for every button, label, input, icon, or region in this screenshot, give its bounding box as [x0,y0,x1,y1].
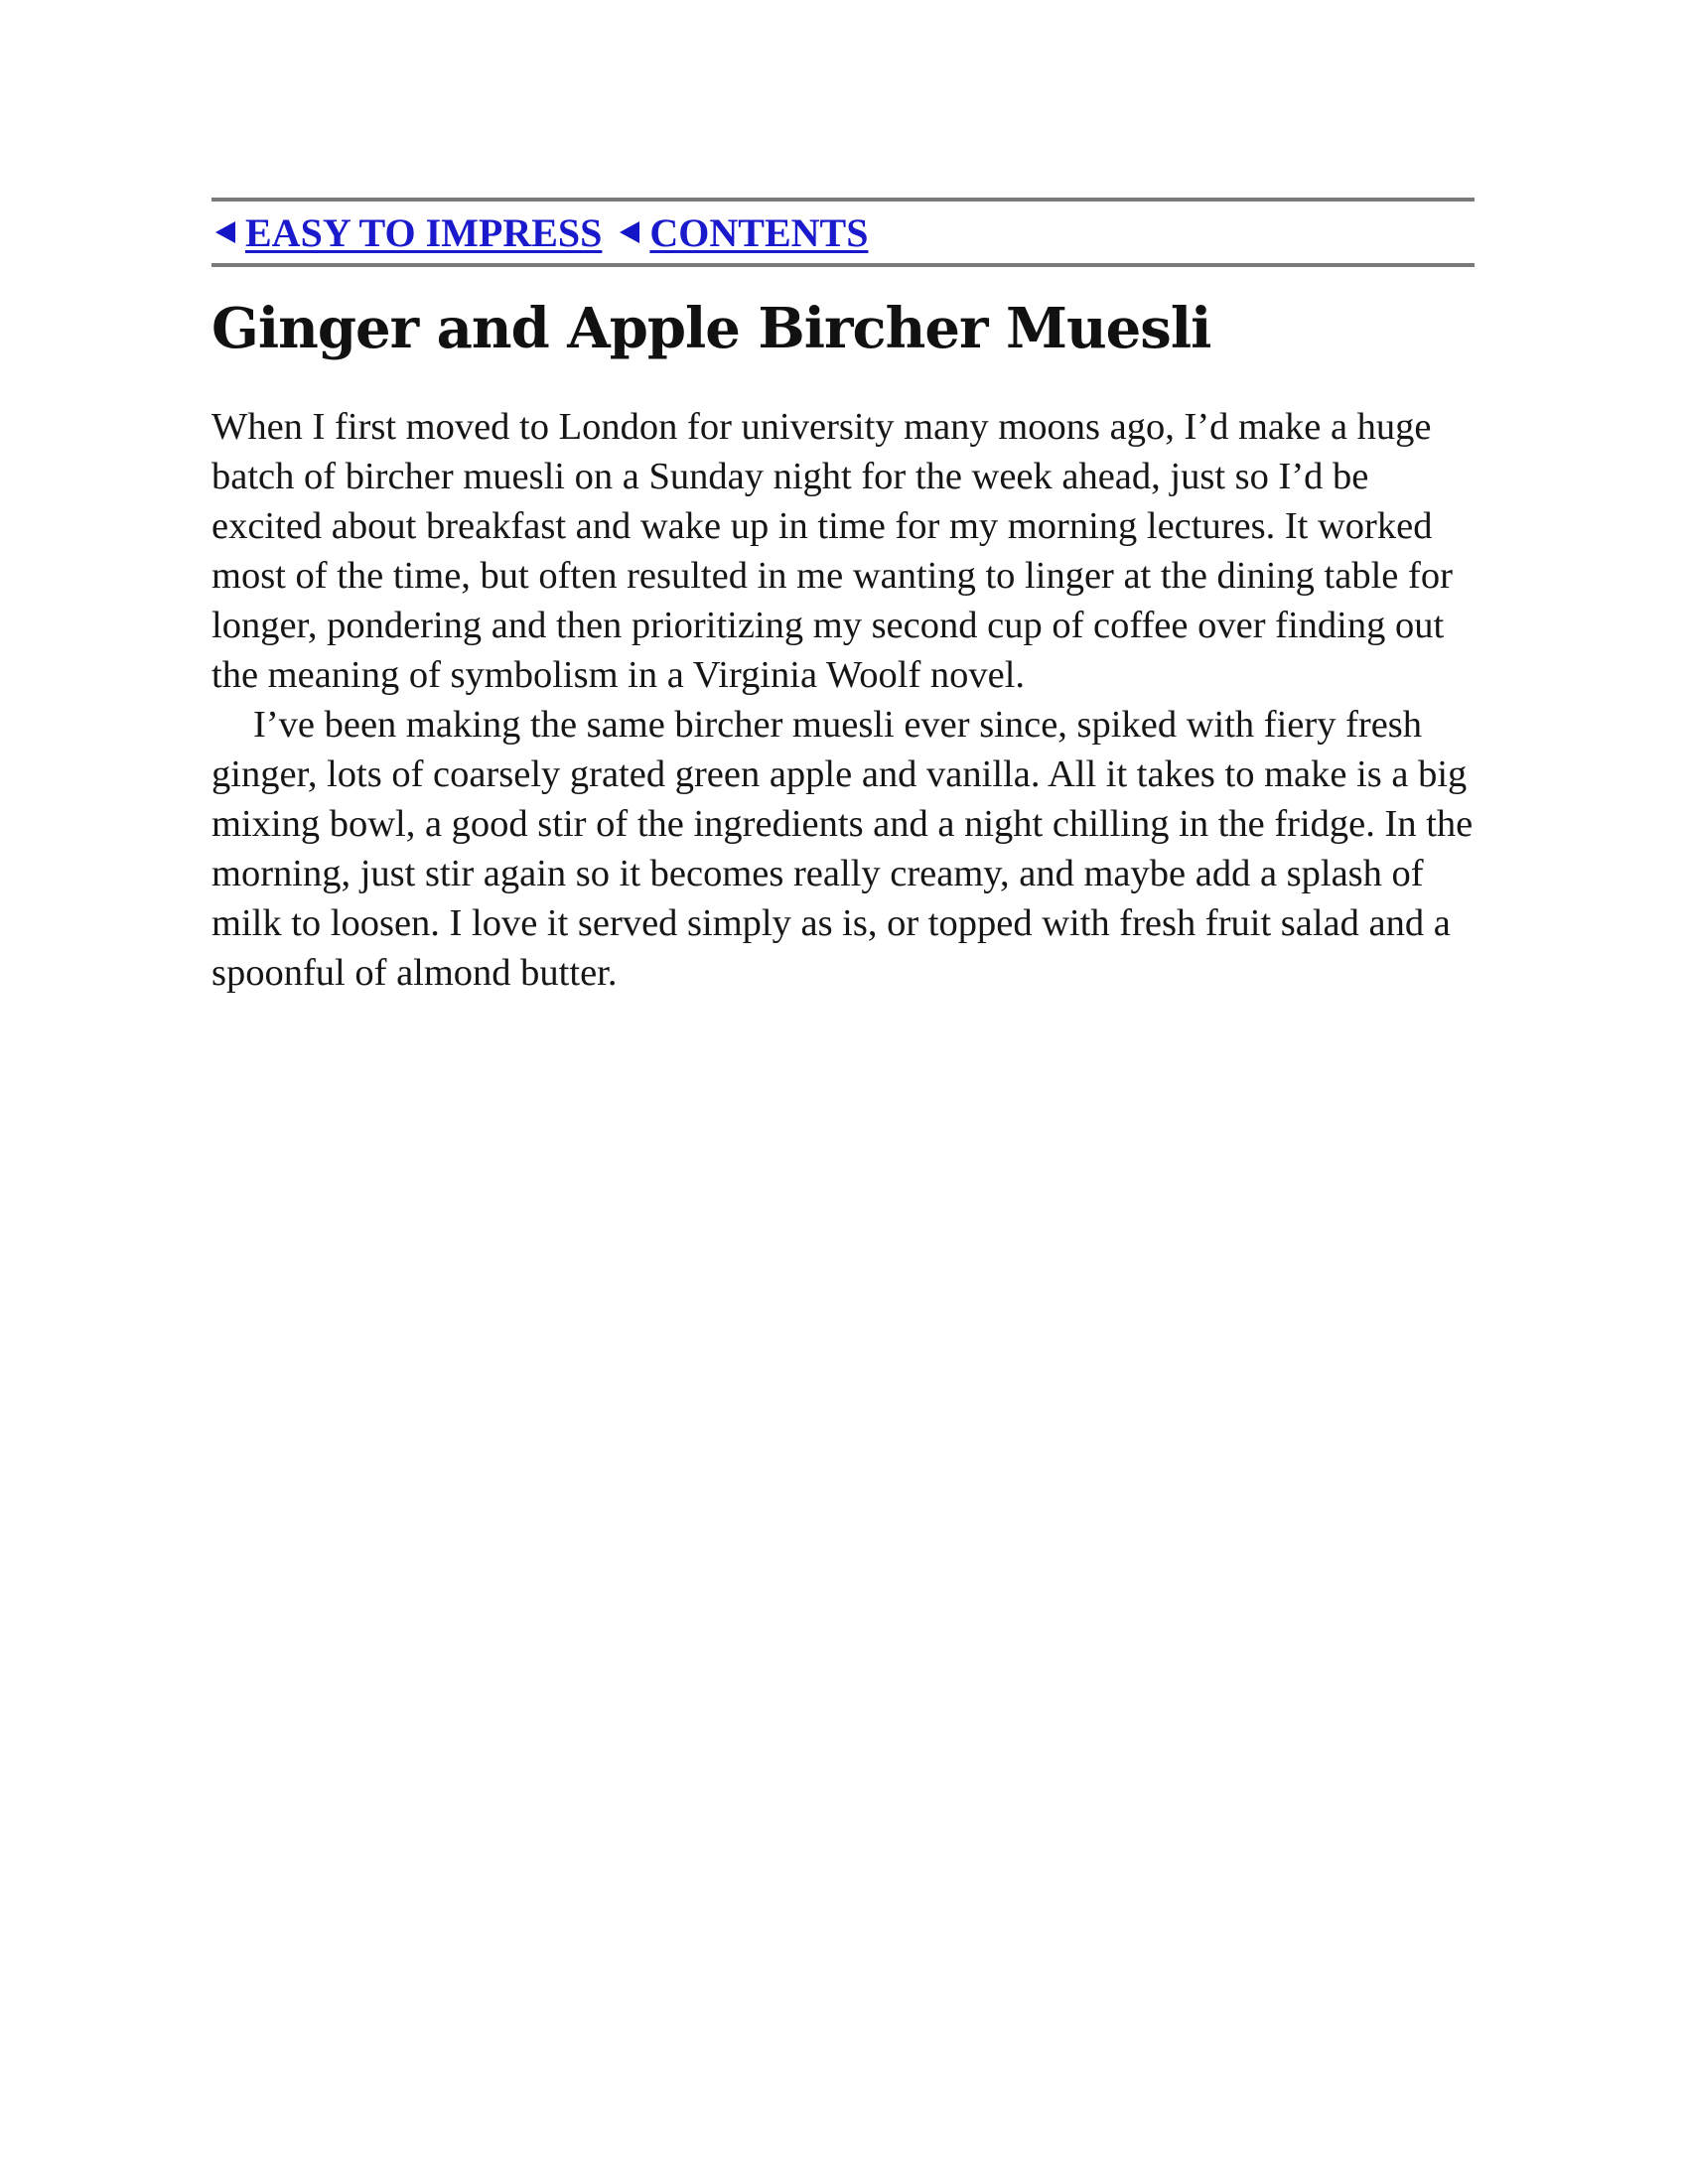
nav-easy-to-impress-link[interactable] [211,209,602,256]
navigation-bar [211,202,1475,263]
intro-paragraph: When I first moved to London for university many moons ago, I’d make a huge batch of bircher muesli on a Sunday night for the week ahead, just so I’d be excited about breakfast and wake up in time for my morning lectures. It worked most of the time, but often resulted in me wanting to linger at the dining table for longer, pondering and then prioritizing my second cup of coffee over finding out the meaning of symbolism in a Virginia Woolf novel. [211,406,1453,696]
recipe-title: Ginger and Apple Bircher Muesli [211,296,1211,361]
intro-paragraph: I’ve been making the same bircher muesli ever since, spiked with fiery fresh ginger, lots of coarsely grated green apple and vanilla. All it takes to make is a big mixing bowl, a good stir of the ingredients and a night chilling in the fridge. In the morning, just stir again so it becomes really creamy, and maybe add a splash of milk to loosen. I love it served simply as is, or topped with fresh fruit salad and a spoonful of almond butter. [211,704,1474,994]
bottom-divider [211,263,1475,267]
recipe-intro [211,402,1475,998]
nav-contents-label: CONTENTS [649,209,869,255]
nav-contents-link[interactable] [616,209,868,256]
back-arrow-icon [215,221,235,243]
page [211,198,1475,998]
back-arrow-icon [620,221,639,243]
nav-easy-to-impress-label: EASY TO IMPRESS [245,209,603,255]
